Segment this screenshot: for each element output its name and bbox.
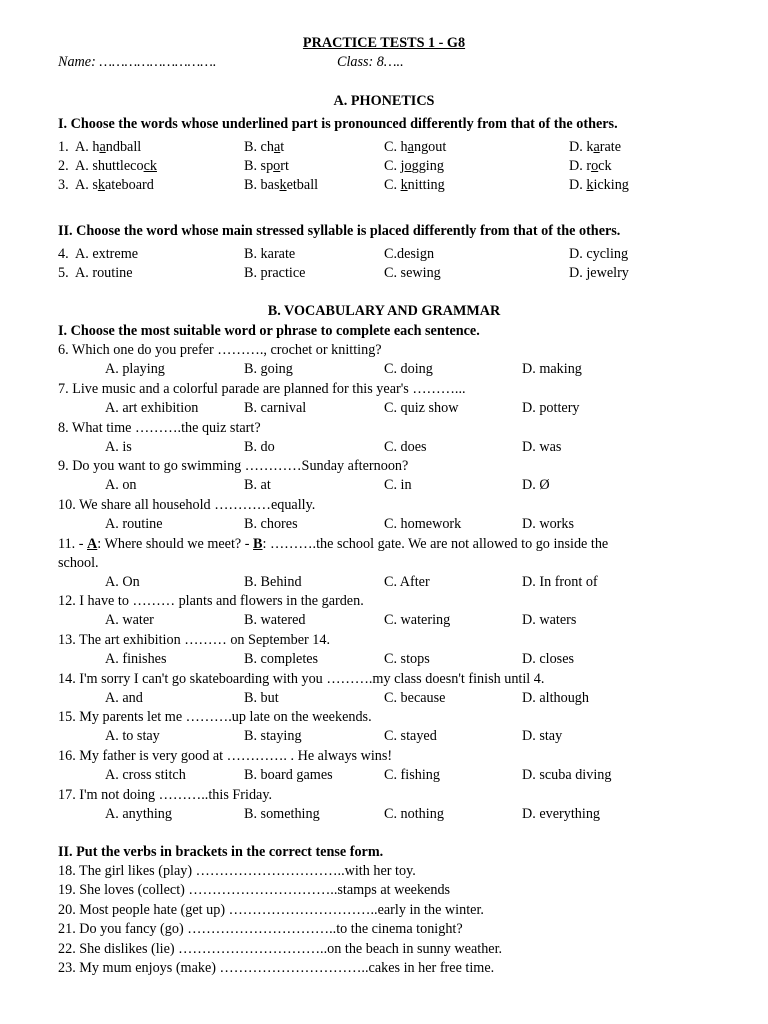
option-text-part: C. bbox=[384, 177, 401, 193]
option-b: B. at bbox=[244, 477, 271, 494]
option-a: A. and bbox=[105, 689, 143, 706]
underlined-part: a bbox=[593, 139, 600, 155]
option-b: B. do bbox=[244, 438, 275, 455]
question-number: 2. bbox=[58, 158, 69, 174]
option-a: A. finishes bbox=[105, 650, 167, 667]
option-text-part: A. h bbox=[75, 139, 100, 155]
header-info-row bbox=[0, 53, 768, 72]
question-16-options bbox=[0, 766, 768, 785]
question-15-options bbox=[0, 727, 768, 746]
option-d: D. was bbox=[522, 438, 562, 455]
option-a: A. On bbox=[105, 574, 140, 590]
underlined-part: k bbox=[97, 177, 105, 193]
option-c: C. stops bbox=[384, 650, 430, 667]
option-a: A. on bbox=[105, 477, 137, 494]
question-number: 3. bbox=[58, 177, 69, 193]
option-b: B. going bbox=[244, 361, 293, 377]
underlined-part: k bbox=[400, 177, 408, 193]
option-b: B. board games bbox=[244, 767, 333, 784]
instruction-verb-forms: II. Put the verbs in brackets in the correct tense form. bbox=[58, 844, 384, 860]
underlined-part: o bbox=[591, 158, 599, 174]
option-b: B. but bbox=[244, 689, 279, 706]
question-8-options bbox=[0, 438, 768, 457]
instruction-stress: II. Choose the word whose main stressed syllable is placed differently from that of the others. bbox=[58, 223, 621, 239]
option-c bbox=[384, 138, 446, 157]
question-19: 19. She loves (collect) …………………………..stamps at weekends bbox=[58, 882, 451, 899]
question-7: 7. Live music and a colorful parade are planned for this year's ………... bbox=[58, 380, 466, 397]
question-9-options bbox=[0, 476, 768, 495]
option-d bbox=[569, 157, 612, 176]
question-11-middle: : Where should we meet? - bbox=[97, 536, 254, 552]
speaker-a-label: A bbox=[87, 536, 98, 552]
option-text-part: A. s bbox=[75, 177, 98, 193]
option-c bbox=[384, 157, 444, 176]
option-c: C. fishing bbox=[384, 767, 440, 784]
question-22: 22. She dislikes (lie) …………………………..on the beach in sunny weather. bbox=[58, 940, 503, 957]
question-6: 6. Which one do you prefer ………., crochet or knitting? bbox=[58, 342, 382, 358]
option-d: D. closes bbox=[522, 650, 575, 667]
option-a: A. routine bbox=[75, 265, 133, 281]
question-1 bbox=[0, 138, 768, 157]
option-text-part: etball bbox=[286, 177, 319, 193]
question-9: 9. Do you want to go swimming …………Sunday afternoon? bbox=[58, 458, 409, 475]
option-c: C. sewing bbox=[384, 265, 441, 281]
option-a bbox=[75, 138, 141, 157]
question-10: 10. We share all household …………equally. bbox=[58, 497, 316, 514]
option-b bbox=[244, 176, 318, 195]
question-11-options bbox=[0, 573, 768, 592]
option-a: A. routine bbox=[105, 516, 163, 533]
option-text-part: A. shuttleco bbox=[75, 158, 144, 174]
section-heading-vocabulary: B. VOCABULARY AND GRAMMAR bbox=[267, 303, 501, 319]
option-d: D. works bbox=[522, 516, 575, 533]
option-text-part: gging bbox=[411, 158, 444, 174]
question-number: 5. bbox=[58, 265, 69, 281]
option-b: B. Behind bbox=[244, 574, 302, 590]
option-a: A. to stay bbox=[105, 728, 160, 745]
question-17-options bbox=[0, 805, 768, 824]
option-c: C. homework bbox=[384, 516, 462, 533]
option-text-part: ck bbox=[598, 158, 612, 174]
question-11-suffix: : ……….the school gate. We are not allowed to go inside the bbox=[262, 536, 609, 552]
speaker-b-label: B bbox=[253, 536, 263, 552]
option-c: C. watering bbox=[384, 612, 451, 628]
option-text-part: rt bbox=[280, 158, 289, 174]
question-2 bbox=[0, 157, 768, 176]
option-c: C. does bbox=[384, 438, 427, 455]
option-text-part: C. j bbox=[384, 158, 405, 174]
option-c: C. because bbox=[384, 689, 446, 706]
option-text-part: D. bbox=[569, 177, 587, 193]
option-a: A. cross stitch bbox=[105, 767, 186, 784]
option-a: A. art exhibition bbox=[105, 399, 199, 416]
underlined-part: ck bbox=[143, 158, 157, 174]
section-heading-phonetics: A. PHONETICS bbox=[333, 93, 435, 109]
underlined-part: a bbox=[99, 139, 106, 155]
option-c: C. in bbox=[384, 477, 412, 494]
question-15: 15. My parents let me ……….up late on the weekends. bbox=[58, 709, 372, 726]
question-12-options bbox=[0, 611, 768, 630]
option-text-part: ndball bbox=[105, 139, 142, 155]
option-a: A. extreme bbox=[75, 246, 139, 262]
option-b bbox=[244, 138, 284, 157]
option-b: B. something bbox=[244, 806, 320, 822]
question-21: 21. Do you fancy (go) …………………………..to the cinema tonight? bbox=[58, 921, 463, 938]
option-text-part: C. h bbox=[384, 139, 408, 155]
option-c: C. After bbox=[384, 574, 430, 590]
option-c bbox=[384, 176, 445, 195]
question-16: 16. My father is very good at …………. . He always wins! bbox=[58, 748, 393, 765]
option-d: D. scuba diving bbox=[522, 767, 612, 784]
underlined-part: o bbox=[273, 158, 281, 174]
question-6-options bbox=[0, 360, 768, 379]
instruction-multiple-choice: I. Choose the most suitable word or phrase to complete each sentence. bbox=[58, 323, 480, 339]
underlined-part: a bbox=[273, 139, 281, 155]
option-a: A. playing bbox=[105, 361, 165, 377]
question-13-options bbox=[0, 650, 768, 669]
option-b: B. staying bbox=[244, 728, 302, 745]
option-text-part: ngout bbox=[413, 139, 447, 155]
question-7-options bbox=[0, 399, 768, 418]
option-d: D. cycling bbox=[569, 246, 629, 262]
option-c: C. stayed bbox=[384, 728, 437, 745]
option-b bbox=[244, 157, 289, 176]
option-c: C. quiz show bbox=[384, 399, 459, 416]
question-12: 12. I have to ……… plants and flowers in the garden. bbox=[58, 593, 364, 609]
option-b: B. practice bbox=[244, 265, 306, 281]
option-text-part: t bbox=[280, 139, 285, 155]
option-b: B. watered bbox=[244, 612, 306, 628]
question-8: 8. What time ……….the quiz start? bbox=[58, 419, 261, 436]
option-a: A. water bbox=[105, 612, 154, 628]
option-a bbox=[75, 176, 154, 195]
option-text-part: D. k bbox=[569, 139, 594, 155]
option-d: D. stay bbox=[522, 728, 563, 745]
question-number: 1. bbox=[58, 139, 69, 155]
option-d: D. jewelry bbox=[569, 265, 629, 281]
option-b: B. carnival bbox=[244, 399, 307, 416]
option-text-part: B. ch bbox=[244, 139, 274, 155]
instruction-pronunciation: I. Choose the words whose underlined part is pronounced differently from that of the others. bbox=[58, 116, 618, 132]
underlined-part: k bbox=[586, 177, 594, 193]
question-20: 20. Most people hate (get up) …………………………..early in the winter. bbox=[58, 901, 484, 918]
option-d: D. waters bbox=[522, 612, 577, 628]
question-11 bbox=[58, 535, 768, 554]
question-3 bbox=[0, 176, 768, 195]
option-text-part: ateboard bbox=[104, 177, 154, 193]
option-b: B. karate bbox=[244, 246, 296, 262]
question-13: 13. The art exhibition ……… on September 14. bbox=[58, 631, 331, 648]
page-title: PRACTICE TESTS 1 - G8 bbox=[302, 35, 466, 51]
option-a: A. anything bbox=[105, 806, 172, 822]
question-23: 23. My mum enjoys (make) …………………………..cakes in her free time. bbox=[58, 960, 495, 976]
option-c: C. nothing bbox=[384, 806, 444, 822]
question-17: 17. I'm not doing ………..this Friday. bbox=[58, 787, 273, 803]
option-c: C.design bbox=[384, 246, 435, 262]
option-d: D. pottery bbox=[522, 399, 580, 416]
option-a: A. is bbox=[105, 438, 132, 455]
question-18: 18. The girl likes (play) …………………………..with her toy. bbox=[58, 863, 416, 879]
option-d: D. everything bbox=[522, 806, 601, 822]
underlined-part: o bbox=[404, 158, 412, 174]
option-d: D. In front of bbox=[522, 574, 598, 590]
question-14: 14. I'm sorry I can't go skateboarding with you ……….my class doesn't finish until 4. bbox=[58, 670, 545, 687]
option-d: D. making bbox=[522, 361, 582, 377]
question-11-prefix: 11. - bbox=[58, 536, 88, 552]
option-text-part: B. sp bbox=[244, 158, 274, 174]
option-b: B. completes bbox=[244, 650, 319, 667]
option-c: C. doing bbox=[384, 361, 433, 377]
class-label: Class: 8….. bbox=[337, 54, 404, 70]
option-b: B. chores bbox=[244, 516, 298, 533]
question-11-continuation: school. bbox=[58, 555, 99, 571]
underlined-part: k bbox=[279, 177, 287, 193]
option-text-part: B. bas bbox=[244, 177, 280, 193]
question-14-options bbox=[0, 689, 768, 708]
option-d bbox=[569, 138, 621, 157]
option-text-part: icking bbox=[593, 177, 629, 193]
option-text-part: D. r bbox=[569, 158, 592, 174]
question-10-options bbox=[0, 515, 768, 534]
question-5 bbox=[0, 264, 768, 283]
option-a bbox=[75, 157, 157, 176]
name-label: Name: ………………………. bbox=[58, 54, 217, 70]
option-text-part: nitting bbox=[407, 177, 445, 193]
question-number: 4. bbox=[58, 246, 69, 262]
underlined-part: a bbox=[407, 139, 414, 155]
option-d: D. although bbox=[522, 689, 589, 706]
option-d bbox=[569, 176, 629, 195]
question-4 bbox=[0, 245, 768, 264]
option-d: D. Ø bbox=[522, 477, 550, 494]
option-text-part: rate bbox=[599, 139, 622, 155]
